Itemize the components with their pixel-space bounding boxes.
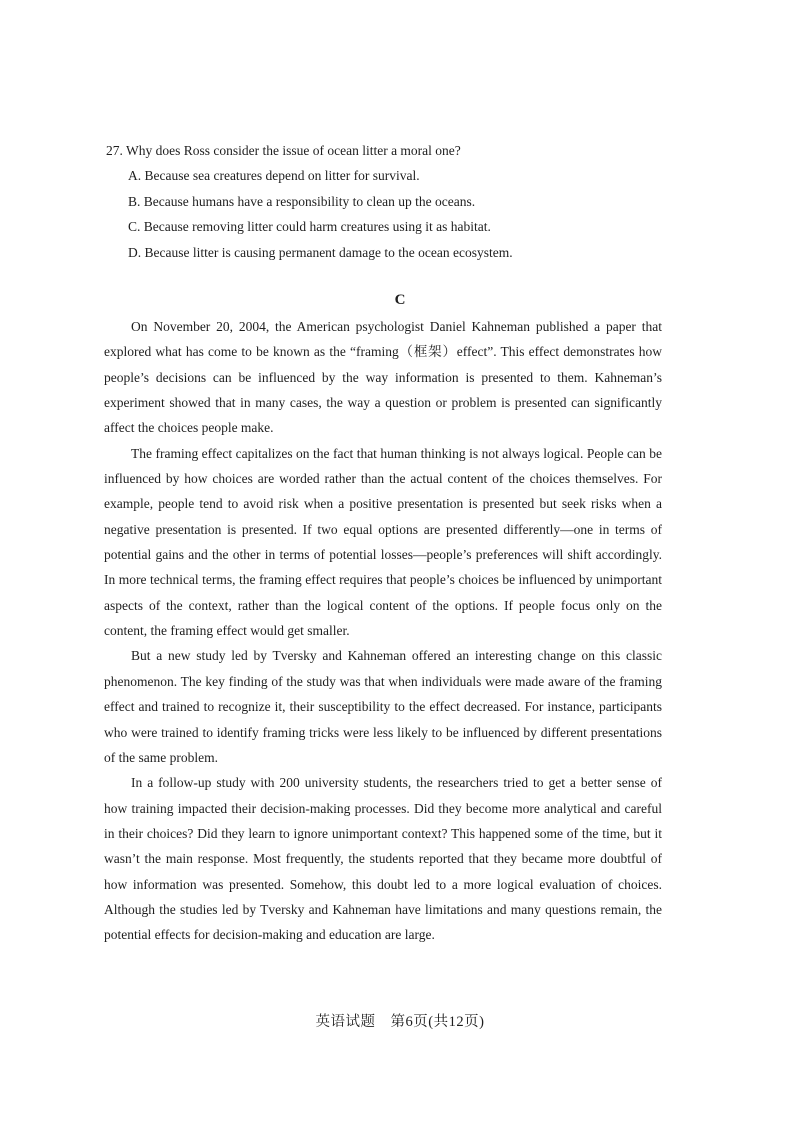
option-b: B. Because humans have a responsibility to clean up the oceans. <box>128 193 476 209</box>
section-heading: C <box>394 292 406 308</box>
paragraph-1: On November 20, 2004, the American psychologist Daniel Kahneman published a paper that explored what has come to be known as the “framing（框架）effect”. This effect demonstrates how people’s decisions can be influenced by the way information is presented to them. Kahneman’s experiment showed that in many cases, the way a question or problem is presented can significantly affect the choices people make. <box>104 319 662 436</box>
option-d: D. Because litter is causing permanent damage to the ocean ecosystem. <box>128 244 513 260</box>
question-27 <box>106 138 666 265</box>
question-stem: 27. Why does Ross consider the issue of ocean litter a moral one? <box>106 143 461 158</box>
answer-options <box>106 163 666 265</box>
option-c: C. Because removing litter could harm creatures using it as habitat. <box>128 219 491 234</box>
reading-passage <box>104 314 662 948</box>
page-footer: 英语试题 第6页(共12页) <box>315 1014 485 1030</box>
paragraph-2: The framing effect capitalizes on the fact that human thinking is not always logical. People can be influenced by how choices are worded rather than the actual content of the choices themselves. For example, people tend to avoid risk when a positive presentation is presented but seek risks when a negative presentation is presented. If two equal options are presented differently—one in terms of potential gains and the other in terms of potential losses—people’s preferences will shift accordingly. In more technical terms, the framing effect requires that people’s choices be influenced by unimportant aspects of the context, rather than the logical content of the options. If people focus only on the content, the framing effect would get smaller. <box>104 445 662 639</box>
paragraph-3: But a new study led by Tversky and Kahneman offered an interesting change on this classic phenomenon. The key finding of the study was that when individuals were made aware of the framing effect and trained to recognize it, their susceptibility to the effect decreased. For instance, participants who were trained to identify framing tricks were less likely to be influenced by different presentations of the same problem. <box>104 648 662 765</box>
option-a: A. Because sea creatures depend on litter for survival. <box>128 168 420 183</box>
paragraph-4: In a follow-up study with 200 university students, the researchers tried to get a better sense of how training impacted their decision-making processes. Did they become more analytical and careful in their choices? Did they learn to ignore unimportant context? This happened some of the time, but it wasn’t the main response. Most frequently, the students reported that they became more doubtful of how information was presented. Somehow, this doubt led to a more logical evaluation of choices. Although the studies led by Tversky and Kahneman have limitations and many questions remain, the potential effects for decision-making and education are large. <box>104 775 662 943</box>
